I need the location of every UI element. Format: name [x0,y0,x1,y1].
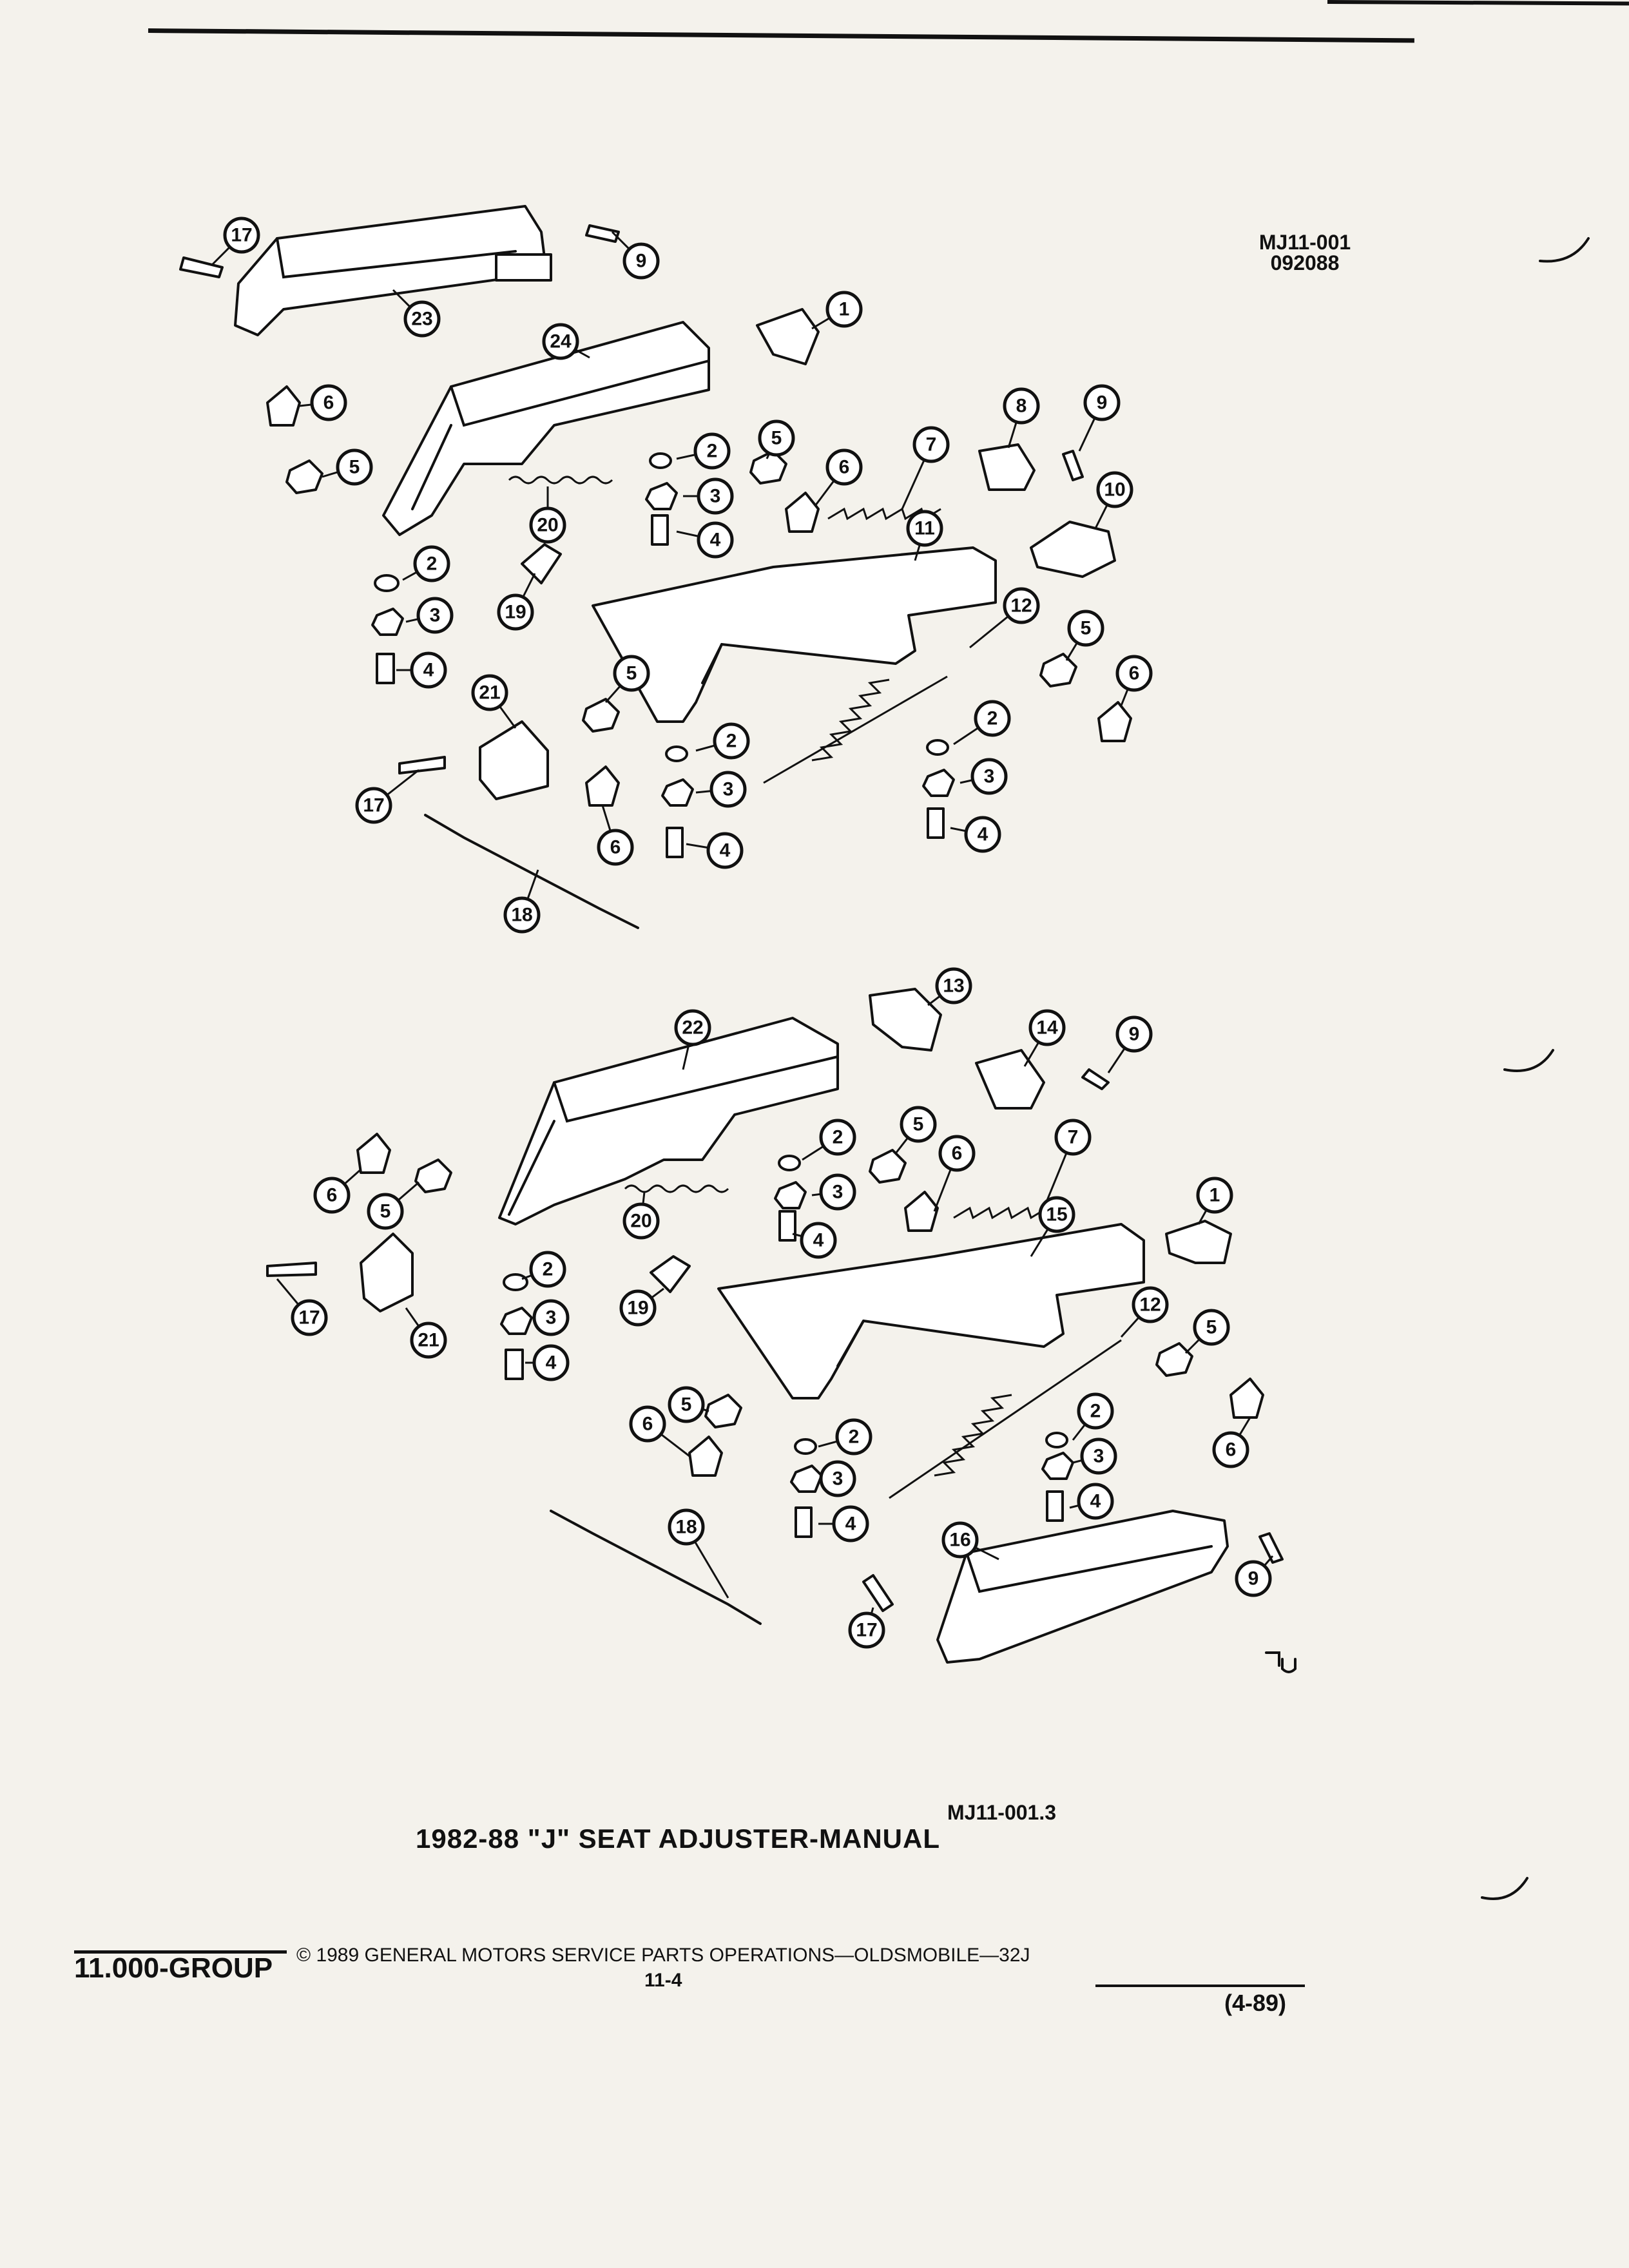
part-5-nut [287,461,322,493]
callout-number: 6 [951,1142,963,1164]
lower-callout-3 [821,1462,854,1495]
upper-callout-6 [300,386,345,419]
callout-number: 17 [231,224,253,246]
lower-callout-2 [1073,1394,1112,1440]
part-5-nut [706,1395,741,1427]
upper-callout-10 [1095,473,1132,528]
lower-callout-5 [670,1388,709,1421]
callout-number: 13 [943,975,965,997]
part-2-washer [779,1156,800,1170]
callout-number: 18 [675,1516,697,1538]
lower-callout-1 [1198,1178,1231,1224]
page-number: 11-4 [644,1970,682,1991]
margin-mark [1540,238,1588,262]
callout-number: 4 [813,1229,824,1251]
upper-callout-7 [902,428,948,509]
callout-number: 17 [856,1619,878,1641]
part-6-cap [905,1192,938,1231]
callout-number: 10 [1104,479,1126,501]
part-2-washer [666,747,687,761]
callout-number: 6 [642,1413,653,1435]
upper-callout-4 [677,523,732,557]
part-6-cap [1231,1379,1263,1418]
part-4-bolt [796,1508,811,1537]
callout-number: 5 [626,662,637,684]
callout-number: 6 [1128,662,1140,684]
footer-rule-right [1095,1984,1305,1987]
upper-callout-3 [960,760,1006,793]
callout-number: 22 [682,1017,704,1039]
callout-number: 3 [983,765,995,787]
callout-number: 6 [610,836,621,858]
upper-callout-6 [1117,657,1151,706]
upper-callout-19 [499,573,535,629]
lower-callout-18 [670,1510,728,1598]
margin-mark [1482,1878,1527,1899]
callout-number: 6 [1225,1439,1237,1461]
upper-callout-4 [396,653,445,687]
part-3-nut [791,1466,822,1492]
part-6-cap [586,767,619,805]
upper-callout-2 [403,547,448,581]
callout-number: 9 [1248,1568,1259,1590]
part-5-nut [1041,654,1076,686]
part-19-knob [522,544,561,583]
upper-callout-8 [1005,389,1038,448]
callout-number: 7 [925,434,937,456]
document-id-date: 092088 [1270,251,1340,274]
callout-number: 4 [709,529,721,551]
part-15-track [718,1224,1144,1398]
callout-number: 1 [838,298,850,320]
lower-callout-2 [818,1420,871,1454]
part-3-nut [662,780,693,805]
lower-callout-6 [1214,1418,1250,1466]
lower-callout-21 [406,1308,445,1357]
callout-number: 5 [680,1394,692,1416]
callout-number: 4 [423,659,434,681]
lower-callout-12 [1121,1288,1167,1337]
figure-title: 1982-88 "J" SEAT ADJUSTER-MANUAL [416,1823,940,1854]
part-2-washer [375,575,398,591]
lower-callout-4 [818,1507,867,1541]
lower-callout-6 [934,1137,974,1211]
part-5-nut [416,1160,451,1192]
callout-number: 19 [627,1297,649,1319]
callout-number: 4 [719,840,731,861]
lower-callout-5 [896,1108,935,1153]
part-4-bolt [780,1211,795,1240]
callout-number: 2 [706,440,718,462]
callout-number: 2 [832,1126,843,1148]
callout-number: 5 [1206,1316,1217,1338]
part-4-bolt [506,1350,523,1379]
gm-logo-mark [1266,1653,1295,1672]
part-17-screw [267,1263,316,1276]
callout-number: 3 [545,1307,557,1329]
part-20-spring [509,477,612,483]
callout-number: 20 [630,1210,652,1232]
part-3-nut [501,1308,532,1334]
callout-number: 17 [298,1307,320,1329]
callout-number: 9 [635,250,647,272]
part-8-cover [979,445,1034,490]
callout-number: 2 [542,1258,554,1280]
callout-number: 5 [771,427,782,449]
revision-date: (4-89) [1224,1990,1287,2016]
upper-callout-3 [406,599,452,632]
lower-callout-2 [522,1253,564,1286]
callout-number: 11 [914,517,935,539]
part-4-bolt [928,809,943,838]
callout-number: 21 [418,1329,439,1351]
lower-callout-14 [1025,1011,1064,1066]
callout-number: 2 [1090,1400,1101,1422]
lower-callout-5 [1186,1311,1228,1353]
part-11-track [593,548,996,722]
callout-number: 4 [1090,1490,1101,1512]
part-3-nut [1043,1453,1073,1479]
callout-number: 4 [545,1352,557,1374]
callout-number: 6 [326,1184,338,1206]
part-21-cover [361,1234,412,1311]
callout-number: 3 [832,1181,843,1203]
lower-callout-19 [621,1289,664,1325]
part-4-bolt [1047,1492,1063,1521]
lower-callout-3 [1073,1439,1115,1473]
callout-number: 3 [832,1468,843,1490]
part-9-screw [1063,451,1083,480]
lower-callout-2 [802,1120,854,1160]
upper-callout-5 [1066,611,1103,660]
upper-callout-4 [686,834,742,867]
upper-callout-2 [696,724,748,758]
callout-number: 4 [977,823,988,845]
callout-number: 14 [1036,1017,1058,1039]
callout-number: 2 [426,553,438,575]
handle-tip [496,255,551,280]
callout-number: 1 [1209,1184,1220,1206]
callout-number: 17 [363,794,385,816]
lower-callout-4 [793,1224,835,1257]
part-2-washer [927,740,948,754]
part-13-clip [870,989,941,1050]
part-4-bolt [667,828,682,857]
callout-number: 2 [726,730,737,752]
callout-number: 3 [722,778,734,800]
upper-callout-5 [760,421,793,459]
callout-number: 20 [537,514,559,536]
callout-number: 5 [912,1113,924,1135]
callout-number: 3 [429,604,441,626]
lower-callout-6 [315,1169,361,1212]
upper-callout-17 [213,218,258,264]
callout-layer [213,218,1273,1647]
part-10-clip [1031,522,1115,577]
callout-number: 2 [987,707,998,729]
part-19-knob [651,1256,689,1292]
part-5-nut [870,1150,905,1182]
lower-callout-4 [525,1346,568,1379]
callout-number: 7 [1067,1126,1079,1148]
upper-callout-3 [683,479,732,513]
lower-callout-3 [534,1301,568,1334]
callout-number: 5 [1080,617,1092,639]
upper-callout-6 [815,450,861,506]
callout-number: 15 [1046,1204,1068,1225]
lower-callout-5 [369,1182,419,1228]
part-6-cap [786,493,818,532]
upper-callout-21 [473,676,516,728]
part-18-rod [551,1511,760,1624]
figure-code: MJ11-001.3 [947,1801,1057,1824]
lower-callout-9 [1108,1017,1151,1073]
callout-number: 8 [1016,395,1027,417]
callout-number: 6 [838,456,850,478]
part-3-nut [372,609,403,635]
callout-number: 21 [479,682,501,704]
upper-callout-3 [696,773,745,806]
part-3-nut [775,1182,805,1208]
lower-callout-4 [1070,1485,1112,1518]
upper-callout-9 [612,232,658,278]
lower-callout-7 [1044,1120,1090,1208]
document-id-code: MJ11-001 [1258,231,1351,254]
part-2-washer [795,1439,816,1454]
part-2-washer [1046,1433,1067,1447]
upper-callout-23 [393,290,439,336]
callout-number: 4 [845,1513,856,1535]
lower-callout-17 [850,1608,883,1647]
part-2-washer [504,1274,527,1290]
part-6-cap [267,387,300,425]
part-6-cap [689,1437,722,1475]
part-1-clip [1166,1221,1231,1263]
part-3-nut [923,770,954,796]
lower-callout-13 [928,969,970,1005]
upper-callout-4 [950,818,999,851]
part-6-cap [358,1134,390,1173]
part-21-cover [480,722,548,799]
part-4-bolt [377,654,394,683]
callout-number: 2 [848,1426,860,1448]
callout-number: 12 [1139,1294,1161,1316]
callout-number: 5 [349,456,360,478]
group-label: 11.000-GROUP [74,1952,273,1984]
lower-callout-3 [812,1175,854,1209]
callout-number: 23 [411,308,433,330]
upper-callout-18 [505,870,539,932]
upper-callout-9 [1079,386,1119,451]
part-9-screw [1083,1070,1108,1089]
part-12-spring [764,677,947,783]
callout-number: 5 [380,1200,391,1222]
part-20-spring [625,1186,728,1192]
callout-number: 19 [505,601,526,623]
upper-callout-17 [357,770,419,822]
copyright-line: © 1989 GENERAL MOTORS SERVICE PARTS OPERATIONS—OLDSMOBILE—32J [296,1945,1030,1966]
part-4-bolt [652,515,668,544]
upper-callout-24 [544,325,590,358]
upper-callout-6 [599,805,632,864]
callout-number: 24 [550,331,572,352]
part-5-nut [1157,1343,1192,1376]
part-3-nut [646,483,677,509]
part-17-screw [400,757,445,773]
part-14-cover [976,1050,1044,1108]
lower-callout-17 [277,1279,326,1334]
callout-number: 12 [1010,595,1032,617]
upper-callout-2 [677,434,729,468]
lower-callout-20 [624,1192,658,1238]
upper-callout-20 [531,486,564,542]
part-5-nut [583,699,619,731]
callout-number: 18 [511,904,533,926]
callout-number: 3 [1093,1445,1104,1467]
part-2-washer [650,454,671,468]
upper-callout-5 [322,450,371,484]
callout-number: 6 [323,392,334,414]
callout-number: 16 [949,1529,971,1551]
upper-callout-1 [812,293,861,329]
part-1-clip [757,309,818,364]
part-16-handle [938,1511,1228,1662]
part-6-cap [1099,702,1131,741]
part-17-screw [863,1575,892,1611]
callout-number: 9 [1128,1023,1140,1045]
callout-number: 9 [1096,392,1108,414]
upper-callout-2 [954,702,1009,744]
margin-mark [1505,1050,1553,1071]
lower-callout-9 [1237,1556,1273,1595]
callout-number: 3 [709,485,721,507]
